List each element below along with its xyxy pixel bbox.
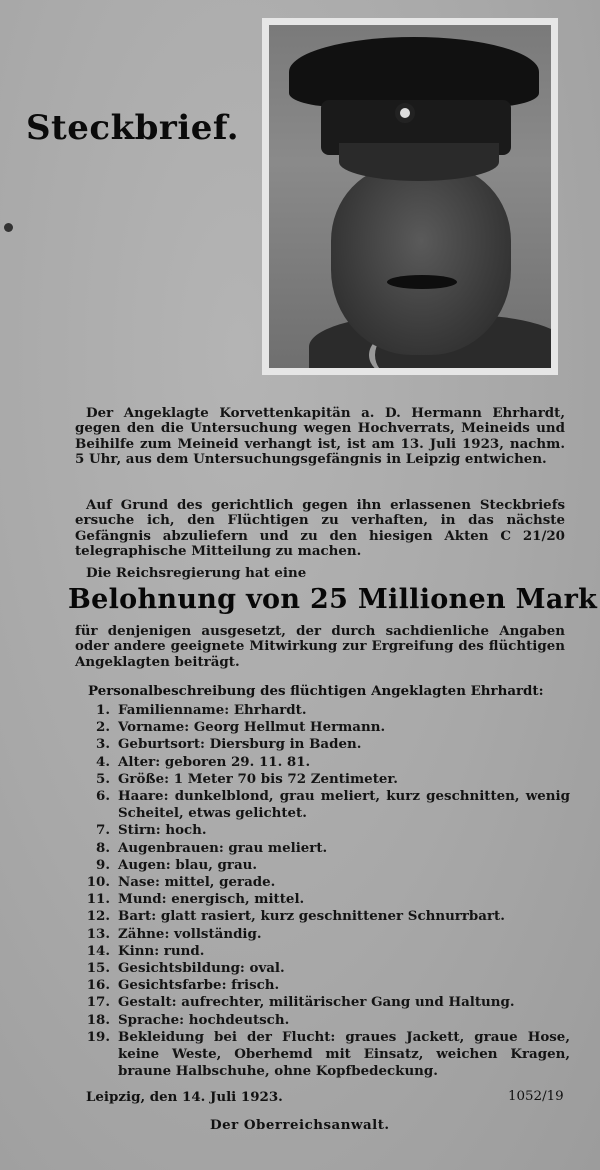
reward-text: für denjenigen ausgesetzt, der durch sachdienliche Angaben oder andere geeignete Mitwirkung zur Ergreifung des flüchtigen Angeklagten beiträgt.: [75, 623, 565, 670]
list-item: 4. Alter: geboren 29. 11. 81.: [96, 753, 311, 770]
list-item: 5. Größe: 1 Meter 70 bis 72 Zentimeter.: [96, 770, 398, 787]
list-item: 3. Geburtsort: Diersburg in Baden.: [96, 736, 362, 753]
list-item: 18. Sprache: hochdeutsch.: [86, 1011, 290, 1028]
place-date: Leipzig, den 14. Juli 1923.: [86, 1089, 283, 1105]
list-item: 13. Zähne: vollständig.: [86, 925, 262, 942]
portrait-photo: [269, 25, 551, 368]
reference-number: 1052/19: [508, 1089, 564, 1104]
list-item: 10. Nase: mittel, gerade.: [86, 874, 276, 891]
list-item: 9. Augen: blau, grau.: [96, 856, 258, 873]
portrait-photo-frame: [262, 18, 558, 375]
list-item: 11. Mund: energisch, mittel.: [86, 891, 305, 908]
list-item: 1. Familienname: Ehrhardt.: [96, 702, 307, 718]
list-item: 16. Gesichtsfarbe: frisch.: [86, 977, 280, 994]
mustache-shape: [387, 275, 457, 289]
list-item: 14. Kinn: rund.: [86, 942, 205, 959]
cockade-icon: [395, 103, 415, 123]
signature: Der Oberreichsanwalt.: [210, 1117, 390, 1133]
list-item: 19. Bekleidung bei der Flucht: graues Jackett, graue Hose, keine Weste, Oberhemd mit Einsatz, weichen Kragen, braune Halbschuhe, ohne Kopfbedeckung.: [86, 1028, 570, 1080]
cap-visor-shape: [339, 143, 499, 181]
paragraph-escape: Der Angeklagte Korvettenkapitän a. D. Hermann Ehrhardt, gegen den die Untersuchung wegen Hochverrats, Meineids und Beihilfe zum Meineid verhangt ist, ist am 13. Juli 1923, nachm. 5 Uhr, aus dem Untersuchungsgefängnis in Leipzig entwichen.: [75, 405, 565, 467]
list-item: 6. Haare: dunkelblond, grau meliert, kurz geschnitten, wenig Scheitel, etwas gelichtet.: [96, 788, 570, 822]
description-list: [80, 702, 570, 1080]
list-item: 8. Augenbrauen: grau meliert.: [96, 839, 328, 856]
poster-title: Steckbrief.: [26, 108, 240, 148]
print-speck: [4, 223, 13, 232]
list-item: 12. Bart: glatt rasiert, kurz geschnittener Schnurrbart.: [86, 908, 505, 925]
list-item: 17. Gestalt: aufrechter, militärischer Gang und Haltung.: [86, 994, 515, 1011]
reward-heading: Belohnung von 25 Millionen Mark: [68, 584, 598, 615]
cap-crown-shape: [289, 37, 539, 107]
face-shape: [331, 165, 511, 355]
list-item: 15. Gesichtsbildung: oval.: [86, 960, 285, 977]
list-item: 2. Vorname: Georg Hellmut Hermann.: [96, 719, 386, 736]
paragraph-arrest-request: Auf Grund des gerichtlich gegen ihn erlassenen Steckbriefs ersuche ich, den Flüchtigen zu verhaften, in das nächste Gefängnis abzuliefern und zu den hiesigen Akten C 21/20 telegraphische Mitteilung zu machen.: [75, 497, 565, 559]
description-heading: Personalbeschreibung des flüchtigen Angeklagten Ehrhardt:: [88, 683, 544, 699]
list-item: 7. Stirn: hoch.: [96, 822, 207, 839]
paragraph-government: Die Reichsregierung hat eine: [86, 565, 307, 581]
